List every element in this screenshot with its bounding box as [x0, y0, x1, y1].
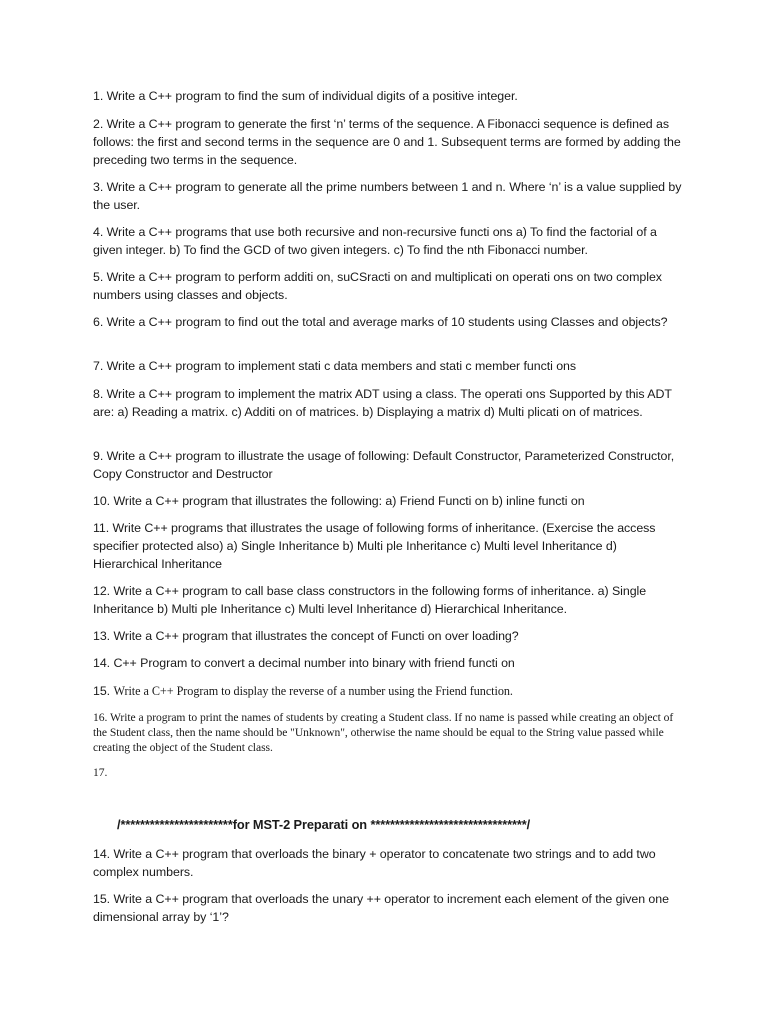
question-11: 11. Write C++ programs that illustrates the usage of following forms of inheritance. (Exercise the access specifier protected also) a) Single Inheritance b) Multi ple Inheritance c) Multi level Inheritance d) Hierarchical Inheritance: [93, 521, 656, 571]
question-1: 1. Write a C++ program to find the sum of individual digits of a positive integer.: [93, 89, 518, 103]
question-6: 6. Write a C++ program to find out the total and average marks of 10 students using Classes and objects?: [93, 315, 668, 329]
question-17: 17.: [93, 766, 108, 779]
question-15-text: Write a C++ Program to display the reverse of a number using the Friend function.: [113, 684, 513, 698]
question-14: 14. C++ Program to convert a decimal number into binary with friend functi on: [93, 656, 515, 670]
question-7: 7. Write a C++ program to implement stati c data members and stati c member functi ons: [93, 359, 577, 373]
question-10: 10. Write a C++ program that illustrates the following: a) Friend Functi on b) inline functi on: [93, 494, 585, 508]
question-8: 8. Write a C++ program to implement the matrix ADT using a class. The operati ons Supported by this ADT are: a) Reading a matrix. c) Additi on of matrices. b) Displaying a matrix d) Multi plicati on of matrices.: [93, 387, 672, 419]
question-4: 4. Write a C++ programs that use both recursive and non-recursive functi ons a) To find the factorial of a given integer. b) To find the GCD of two given integers. c) To find the nth Fibonacci number.: [93, 225, 657, 257]
mst-question-15: 15. Write a C++ program that overloads the unary ++ operator to increment each element of the given one dimensional array by ‘1’?: [93, 892, 669, 924]
question-9: 9. Write a C++ program to illustrate the usage of following: Default Constructor, Parameterized Constructor, Copy Constructor and Destructor: [93, 449, 675, 481]
mst-section-header: /***********************for MST-2 Preparati on ********************************/: [117, 817, 531, 832]
question-13: 13. Write a C++ program that illustrates the concept of Functi on over loading?: [93, 629, 519, 643]
question-5: 5. Write a C++ program to perform additi on, suCSracti on and multiplicati on operati ons on two complex numbers using classes and objects.: [93, 270, 662, 302]
question-16: 16. Write a program to print the names of students by creating a Student class. If no name is passed while creating an object of the Student class, then the name should be "Unknown", otherwise the name should be equal to the String value passed while creating the object of the Student class.: [93, 711, 674, 754]
question-12: 12. Write a C++ program to call base class constructors in the following forms of inheritance. a) Single Inheritance b) Multi ple Inheritance c) Multi level Inheritance d) Hierarchical Inheritance.: [93, 584, 647, 616]
question-3: 3. Write a C++ program to generate all the prime numbers between 1 and n. Where ‘n’ is a value supplied by the user.: [93, 180, 682, 212]
question-2: 2. Write a C++ program to generate the first ‘n’ terms of the sequence. A Fibonacci sequence is defined as follows: the first and second terms in the sequence are 0 and 1. Subsequent terms are formed by adding the preceding two terms in the sequence.: [93, 117, 681, 167]
question-15-number: 15.: [93, 684, 111, 698]
mst-question-14: 14. Write a C++ program that overloads the binary + operator to concatenate two strings and to add two complex numbers.: [93, 847, 656, 879]
question-15: [93, 682, 683, 700]
